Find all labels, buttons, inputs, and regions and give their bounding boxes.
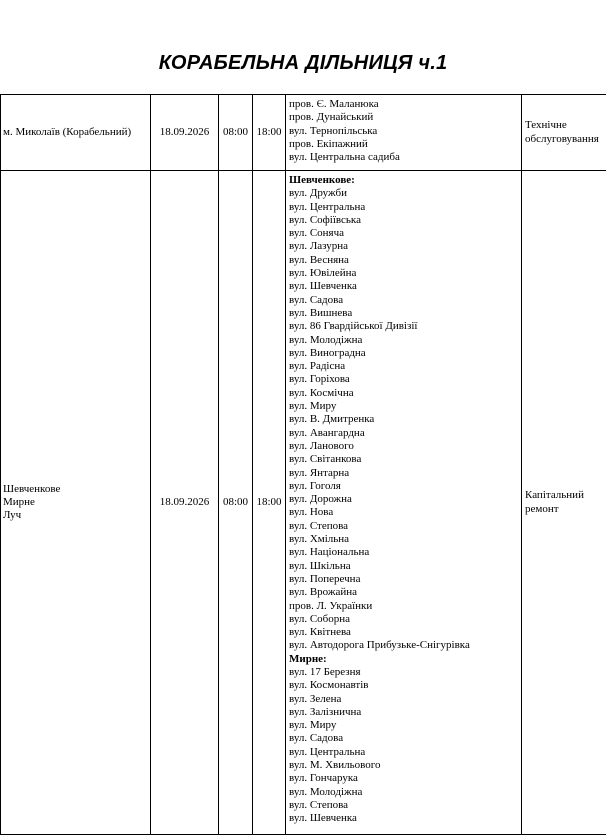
settlement-heading: Шевченкове:: [289, 174, 519, 187]
street-item: вул. Миру: [289, 719, 519, 732]
work-type-cell: [522, 171, 606, 835]
street-item: вул. Шевченка: [289, 812, 519, 825]
street-item: вул. Степова: [289, 520, 519, 533]
end-time-cell: 18:00: [253, 171, 286, 835]
work-type-cell: [522, 95, 606, 171]
street-item: вул. Шкільна: [289, 560, 519, 573]
street-item: пров. Дунайський: [289, 111, 519, 124]
street-item: вул. Янтарна: [289, 467, 519, 480]
street-item: вул. Гоголя: [289, 480, 519, 493]
street-item: пров. Л. Українки: [289, 600, 519, 613]
outage-schedule-table: [0, 94, 606, 835]
street-item: вул. Дорожна: [289, 493, 519, 506]
settlement-name: Мирне: [3, 496, 148, 509]
street-item: вул. Центральна: [289, 746, 519, 759]
settlement-cell: [1, 171, 151, 835]
street-item: вул. Степова: [289, 799, 519, 812]
start-time-cell: 08:00: [219, 95, 253, 171]
street-item: вул. Центральна: [289, 201, 519, 214]
street-item: вул. Садова: [289, 294, 519, 307]
date-cell: 18.09.2026: [151, 95, 219, 171]
street-item: вул. Миру: [289, 400, 519, 413]
streets-cell: [286, 95, 522, 171]
street-item: вул. Молодіжна: [289, 786, 519, 799]
street-item: вул. Садова: [289, 732, 519, 745]
settlement-heading: Мирне:: [289, 653, 519, 666]
street-item: вул. В. Дмитренка: [289, 413, 519, 426]
settlement-cell: [1, 95, 151, 171]
street-item: вул. Нова: [289, 506, 519, 519]
street-item: вул. Поперечна: [289, 573, 519, 586]
settlement-name: м. Миколаїв (Корабельний): [3, 126, 148, 139]
street-item: вул. Дружби: [289, 187, 519, 200]
street-item: вул. Ювілейна: [289, 267, 519, 280]
settlement-name: Шевченкове: [3, 483, 148, 496]
street-item: вул. Весняна: [289, 254, 519, 267]
street-item: вул. Вишнева: [289, 307, 519, 320]
settlement-name: Луч: [3, 509, 148, 522]
street-item: вул. 86 Гвардійської Дивізії: [289, 320, 519, 333]
street-item: вул. Соборна: [289, 613, 519, 626]
street-item: вул. Радісна: [289, 360, 519, 373]
street-item: вул. Хмільна: [289, 533, 519, 546]
street-item: вул. Зелена: [289, 693, 519, 706]
street-item: вул. Авангардна: [289, 427, 519, 440]
street-item: вул. Гончарука: [289, 772, 519, 785]
street-item: вул. Молодіжна: [289, 334, 519, 347]
street-item: пров. Екіпажний: [289, 138, 519, 151]
street-item: вул. Квітнева: [289, 626, 519, 639]
table-row: [1, 171, 606, 835]
street-item: вул. Ланового: [289, 440, 519, 453]
street-item: вул. 17 Березня: [289, 666, 519, 679]
street-item: вул. Космічна: [289, 387, 519, 400]
street-item: вул. Космонавтів: [289, 679, 519, 692]
work-type-line: Капітальний: [525, 489, 606, 502]
street-item: вул. М. Хвильового: [289, 759, 519, 772]
street-item: пров. Є. Маланюка: [289, 98, 519, 111]
work-type-line: обслуговування: [525, 133, 606, 146]
street-item: вул. Лазурна: [289, 240, 519, 253]
table-row: [1, 95, 606, 171]
page-title: КОРАБЕЛЬНА ДІЛЬНИЦЯ ч.1: [0, 52, 606, 75]
street-item: вул. Автодорога Прибузьке-Снігурівка: [289, 639, 519, 652]
street-item: вул. Залізнична: [289, 706, 519, 719]
start-time-cell: 08:00: [219, 171, 253, 835]
street-item: вул. Шевченка: [289, 280, 519, 293]
street-item: вул. Врожайна: [289, 586, 519, 599]
streets-cell: [286, 171, 522, 835]
street-item: вул. Світанкова: [289, 453, 519, 466]
street-item: вул. Виноградна: [289, 347, 519, 360]
street-item: вул. Національна: [289, 546, 519, 559]
street-item: вул. Тернопільська: [289, 125, 519, 138]
end-time-cell: 18:00: [253, 95, 286, 171]
work-type-line: Технічне: [525, 119, 606, 132]
street-item: вул. Соняча: [289, 227, 519, 240]
street-item: вул. Горіхова: [289, 373, 519, 386]
work-type-line: ремонт: [525, 503, 606, 516]
street-item: вул. Центральна садиба: [289, 151, 519, 164]
street-item: вул. Софіївська: [289, 214, 519, 227]
date-cell: 18.09.2026: [151, 171, 219, 835]
